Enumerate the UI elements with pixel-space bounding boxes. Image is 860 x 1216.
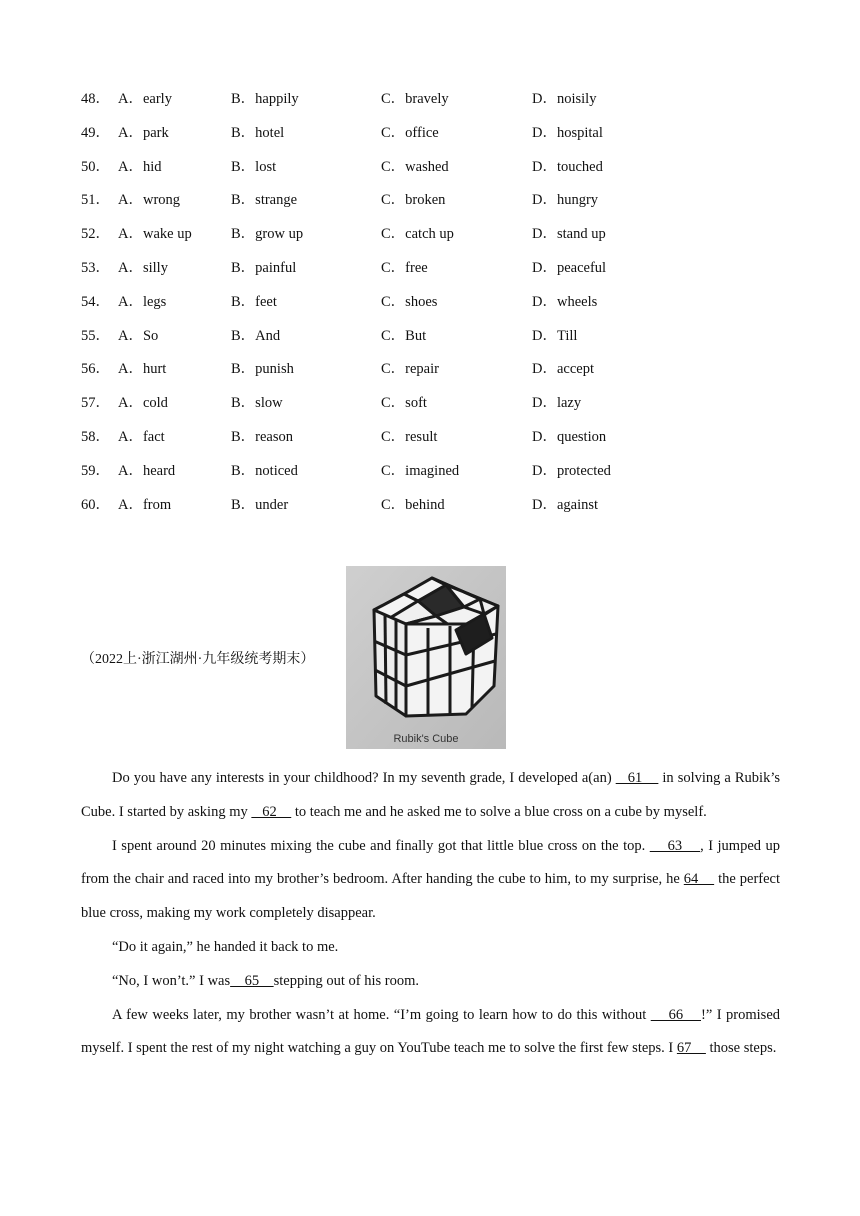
- option-b: B．hotel: [231, 124, 285, 141]
- paragraph-text: “No, I won’t.” I was: [112, 972, 231, 989]
- option-b: B．reason: [231, 428, 294, 445]
- option-c: C．shoes: [381, 293, 438, 310]
- option-d: D．Till: [532, 327, 578, 344]
- question-number: 60．: [81, 496, 110, 513]
- rubiks-cube-image: [346, 566, 506, 749]
- option-a: A．silly: [118, 259, 168, 276]
- option-c: C．free: [381, 259, 428, 276]
- option-row: [81, 358, 801, 392]
- option-b: B．strange: [231, 192, 298, 209]
- question-number: 52．: [81, 226, 110, 243]
- option-d: D．wheels: [532, 293, 598, 310]
- question-number: 56．: [81, 361, 110, 378]
- blank-62: 62: [251, 803, 292, 820]
- option-a: A．early: [118, 91, 172, 107]
- option-c: C．soft: [381, 395, 427, 412]
- blank-67: 67: [676, 1040, 706, 1057]
- question-number: 53．: [81, 259, 110, 276]
- option-a: A．cold: [118, 395, 168, 412]
- option-row: [81, 494, 801, 528]
- question-number: 55．: [81, 327, 110, 344]
- option-a: A．wake up: [118, 226, 192, 243]
- option-a: A．hid: [118, 158, 162, 175]
- passage: [81, 762, 780, 1066]
- option-d: D．against: [532, 496, 599, 513]
- option-c: C．office: [381, 124, 439, 141]
- option-row: [81, 223, 801, 257]
- option-b: B．noticed: [231, 462, 298, 479]
- paragraph-text: , I jumped up from the chair and raced into my brother’s bedroom. After handing the cube to him, to my surprise, he: [81, 837, 780, 888]
- question-number: 57．: [81, 395, 110, 412]
- option-d: D．peaceful: [532, 259, 607, 276]
- paragraph-text: !” I promised myself. I spent the rest of my night watching a guy on YouTube teach me to solve the first few steps. I: [81, 1006, 781, 1057]
- paragraph-text: to teach me and he asked me to solve a blue cross on a cube by myself.: [291, 803, 707, 820]
- option-d: D．hungry: [532, 192, 599, 209]
- paragraph-4: [81, 965, 780, 999]
- option-c: C．washed: [381, 158, 449, 175]
- option-b: B．punish: [231, 361, 294, 378]
- paragraph-5: [81, 999, 780, 1067]
- option-row: [81, 291, 801, 325]
- option-c: C．behind: [381, 496, 445, 513]
- question-number: 51．: [81, 192, 110, 209]
- option-a: A．legs: [118, 293, 167, 310]
- paragraph-text: Do you have any interests in your childhood? In my seventh grade, I developed a(an): [112, 770, 616, 786]
- options-list: [81, 88, 801, 527]
- option-c: C．imagined: [381, 462, 460, 479]
- option-a: A．heard: [118, 462, 176, 479]
- source-label: （2022上·浙江湖州·九年级统考期末）: [81, 652, 315, 667]
- option-row: [81, 156, 801, 190]
- option-c: C．bravely: [381, 91, 449, 107]
- option-row: [81, 122, 801, 156]
- question-number: 49．: [81, 124, 110, 141]
- option-d: D．noisily: [532, 91, 597, 107]
- option-b: B．lost: [231, 158, 277, 175]
- option-row: [81, 392, 801, 426]
- option-row: [81, 426, 801, 460]
- option-b: B．And: [231, 327, 281, 344]
- option-d: D．accept: [532, 361, 594, 378]
- option-c: C．result: [381, 428, 438, 445]
- paragraph-text: the perfect blue cross, making my work completely disappear.: [81, 871, 780, 922]
- option-a: A．fact: [118, 428, 165, 445]
- paragraph-text: those steps.: [705, 1040, 777, 1057]
- option-c: C．repair: [381, 361, 439, 378]
- paragraph-text: I spent around 20 minutes mixing the cube and finally got that little blue cross on the top.: [112, 837, 650, 854]
- blank-66: 66: [650, 1006, 701, 1023]
- paragraph-2: [81, 830, 780, 931]
- option-row: [81, 257, 801, 291]
- option-a: A．So: [118, 327, 159, 344]
- option-c: C．But: [381, 327, 427, 344]
- option-c: C．broken: [381, 192, 446, 209]
- question-number: 50．: [81, 158, 110, 175]
- option-d: D．hospital: [532, 124, 603, 141]
- question-number: 59．: [81, 462, 110, 479]
- option-row: [81, 325, 801, 359]
- paragraph-text: A few weeks later, my brother wasn’t at home. “I’m going to learn how to do this without: [112, 1006, 651, 1023]
- option-a: A．from: [118, 496, 172, 513]
- option-d: D．lazy: [532, 395, 582, 412]
- option-d: D．protected: [532, 462, 611, 479]
- option-b: B．happily: [231, 91, 299, 107]
- blank-61: 61: [615, 770, 659, 786]
- question-number: 48．: [81, 91, 110, 107]
- option-row: [81, 88, 801, 122]
- option-b: B．grow up: [231, 226, 304, 243]
- option-a: A．park: [118, 124, 169, 141]
- question-number: 58．: [81, 428, 110, 445]
- option-b: B．painful: [231, 259, 297, 276]
- option-d: D．stand up: [532, 226, 606, 243]
- option-b: B．slow: [231, 395, 283, 412]
- option-b: B．feet: [231, 293, 277, 310]
- option-a: A．hurt: [118, 361, 167, 378]
- option-b: B．under: [231, 496, 289, 513]
- option-d: D．question: [532, 428, 607, 445]
- paragraph-3: “Do it again,” he handed it back to me.: [112, 938, 339, 955]
- option-row: [81, 460, 801, 494]
- paragraph-1: [81, 762, 780, 830]
- option-row: [81, 189, 801, 223]
- blank-63: 63: [649, 837, 701, 854]
- question-number: 54．: [81, 293, 110, 310]
- blank-65: 65: [230, 972, 274, 989]
- option-c: C．catch up: [381, 226, 454, 243]
- option-a: A．wrong: [118, 192, 181, 209]
- paragraph-text: in solving a Rubik’s Cube. I started by asking my: [81, 770, 781, 820]
- blank-64: 64: [683, 871, 715, 888]
- cube-caption: Rubik's Cube: [393, 733, 459, 745]
- option-d: D．touched: [532, 158, 603, 175]
- paragraph-text: stepping out of his room.: [273, 972, 420, 989]
